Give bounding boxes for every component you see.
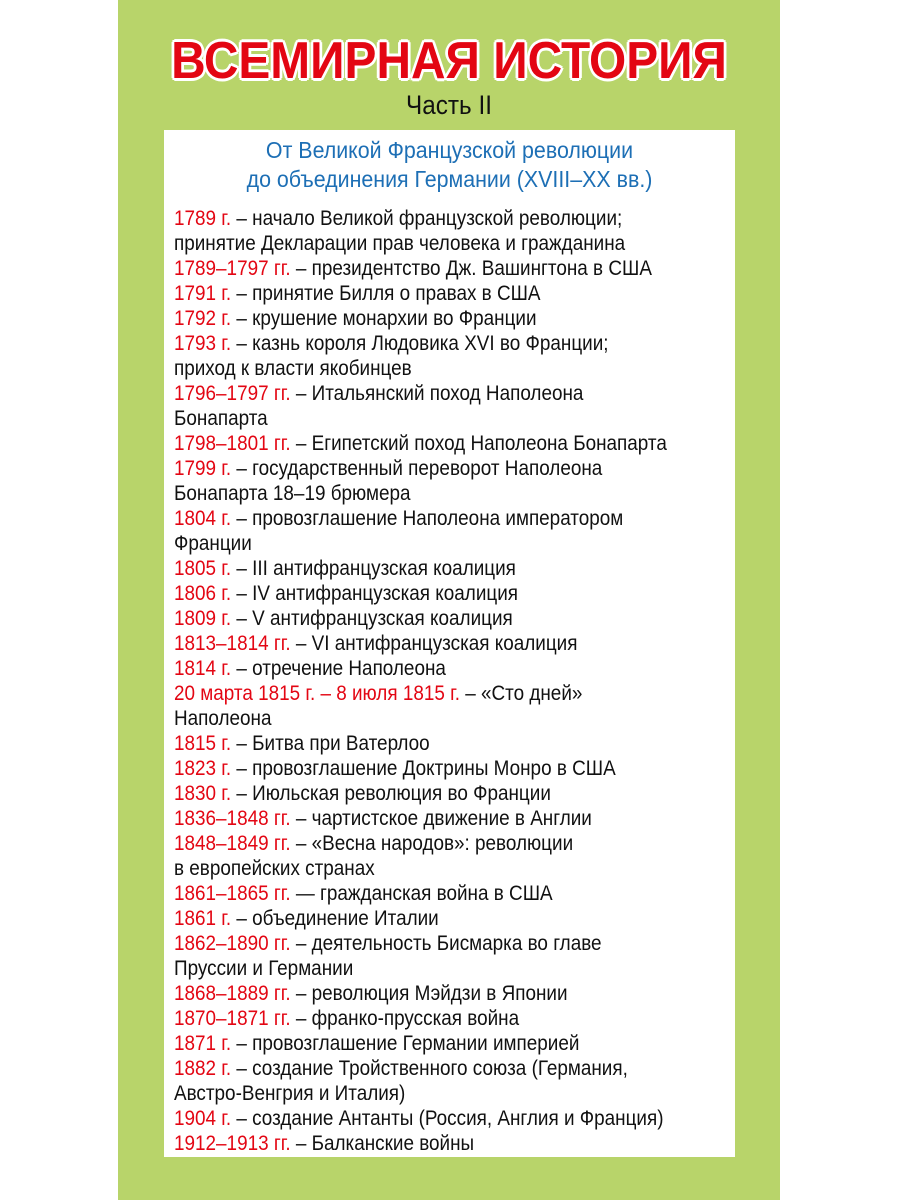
event-date: 1809 г. [174,607,232,630]
event-line [174,331,732,356]
event-date: 1798–1801 гг. [174,432,291,455]
event-line [174,656,732,681]
event-line [174,506,732,531]
event-text: – Битва при Ватерлоо [231,732,430,755]
event-item [174,806,735,831]
event-line [174,831,732,856]
event-line [174,1106,732,1131]
event-item [174,206,735,256]
events-list [174,206,735,1156]
event-item [174,981,735,1006]
event-line [174,906,732,931]
event-item [174,1106,735,1131]
event-item [174,731,735,756]
event-text: – Итальянский поход Наполеона [290,382,584,405]
event-text-continued: Бонапарта [174,407,268,430]
event-text: – крушение монархии во Франции [231,307,537,330]
event-date: 20 марта 1815 г. – 8 июля 1815 г. [174,682,460,705]
event-item [174,281,735,306]
event-text-continued: Бонапарта 18–19 брюмера [174,482,411,505]
event-text: – создание Тройственного союза (Германия, [231,1057,628,1080]
event-line [174,731,732,756]
event-date: 1789 г. [174,207,232,230]
event-text: – государственный переворот Наполеона [231,457,603,480]
event-text: – создание Антанты (Россия, Англия и Франция) [231,1107,664,1130]
event-text-continued: Франции [174,532,252,555]
event-date: 1836–1848 гг. [174,807,291,830]
event-text: – «Весна народов»: революции [290,832,574,855]
event-text: – Балканские войны [290,1132,475,1155]
event-text: – отречение Наполеона [231,657,446,680]
event-item [174,781,735,806]
event-item [174,881,735,906]
event-date: 1796–1797 гг. [174,382,291,405]
event-date: 1870–1871 гг. [174,1007,291,1030]
event-text: – V антифранцузская коалиция [231,607,513,630]
event-line [174,306,732,331]
event-item [174,1056,735,1106]
event-text: – «Сто дней» [459,682,583,705]
event-text-continued: приход к власти якобинцев [174,357,412,380]
event-item [174,256,735,281]
event-item [174,581,735,606]
event-line [174,981,732,1006]
event-text: – III антифранцузская коалиция [231,557,516,580]
event-line [174,881,732,906]
event-item [174,931,735,981]
event-text: – начало Великой французской революции; [231,207,623,230]
event-line [174,931,732,956]
event-text-continued: принятие Декларации прав человека и гражданина [174,232,626,255]
green-panel [118,0,780,1200]
card-heading [184,136,715,194]
event-item [174,1131,735,1156]
event-item [174,1006,735,1031]
page-subtitle: Часть II [406,90,492,120]
event-item [174,681,735,731]
event-line [174,281,732,306]
event-item [174,656,735,681]
event-item [174,606,735,631]
event-text: – IV антифранцузская коалиция [231,582,518,605]
event-line [174,781,732,806]
page-title: ВСЕМИРНАЯ ИСТОРИЯ [171,32,727,90]
event-line [174,1056,732,1081]
event-text: – объединение Италии [231,907,439,930]
card-heading-line-2: до объединения Германии (XVIII–XX вв.) [246,166,653,192]
event-text-continued: Наполеона [174,707,272,730]
event-item [174,381,735,431]
event-text-continued: Пруссии и Германии [174,957,354,980]
event-item [174,306,735,331]
event-text: – деятельность Бисмарка во главе [290,932,602,955]
event-text: – провозглашение Германии империей [231,1032,580,1055]
event-line [174,256,732,281]
event-date: 1793 г. [174,332,232,355]
event-date: 1861–1865 гг. [174,882,291,905]
event-text: – чартистское движение в Англии [290,807,592,830]
event-line [174,456,732,481]
event-line [174,606,732,631]
event-text: – принятие Билля о правах в США [231,282,541,305]
event-text: – казнь короля Людовика XVI во Франции; [231,332,609,355]
event-date: 1871 г. [174,1032,232,1055]
event-item [174,431,735,456]
event-line [174,381,732,406]
event-date: 1868–1889 гг. [174,982,291,1005]
event-text-continued: в европейских странах [174,857,375,880]
event-line [174,1031,732,1056]
event-date: 1848–1849 гг. [174,832,291,855]
event-date: 1814 г. [174,657,232,680]
event-date: 1862–1890 гг. [174,932,291,955]
event-date: 1792 г. [174,307,232,330]
event-date: 1912–1913 гг. [174,1132,291,1155]
event-item [174,906,735,931]
event-text-continued: Австро-Венгрия и Италия) [174,1082,406,1105]
event-text: – франко-прусская война [290,1007,520,1030]
event-text: – президентство Дж. Вашингтона в США [290,257,652,280]
event-line [174,1006,732,1031]
card-heading-line-1: От Великой Французской революции [265,137,634,163]
event-date: 1823 г. [174,757,232,780]
event-line [174,1131,732,1156]
event-item [174,506,735,556]
event-date: 1789–1797 гг. [174,257,291,280]
event-text: – VI антифранцузская коалиция [290,632,578,655]
event-line [174,756,732,781]
event-date: 1861 г. [174,907,232,930]
event-date: 1805 г. [174,557,232,580]
event-text: — гражданская война в США [290,882,553,905]
event-date: 1806 г. [174,582,232,605]
event-date: 1791 г. [174,282,232,305]
event-item [174,631,735,656]
event-item [174,756,735,781]
event-line [174,556,732,581]
event-line [174,581,732,606]
event-date: 1830 г. [174,782,232,805]
event-item [174,331,735,381]
timeline-card [164,130,735,1157]
event-item [174,556,735,581]
event-line [174,431,732,456]
event-date: 1815 г. [174,732,232,755]
event-line [174,206,732,231]
event-text: – Египетский поход Наполеона Бонапарта [290,432,667,455]
event-text: – провозглашение Доктрины Монро в США [231,757,616,780]
event-line [174,631,732,656]
event-item [174,456,735,506]
event-item [174,1031,735,1056]
event-text: – провозглашение Наполеона императором [231,507,624,530]
event-date: 1882 г. [174,1057,232,1080]
event-item [174,831,735,881]
event-text: – Июльская революция во Франции [231,782,551,805]
event-date: 1813–1814 гг. [174,632,291,655]
event-date: 1904 г. [174,1107,232,1130]
event-text: – революция Мэйдзи в Японии [290,982,568,1005]
event-line [174,681,732,706]
event-date: 1804 г. [174,507,232,530]
event-date: 1799 г. [174,457,232,480]
event-line [174,806,732,831]
